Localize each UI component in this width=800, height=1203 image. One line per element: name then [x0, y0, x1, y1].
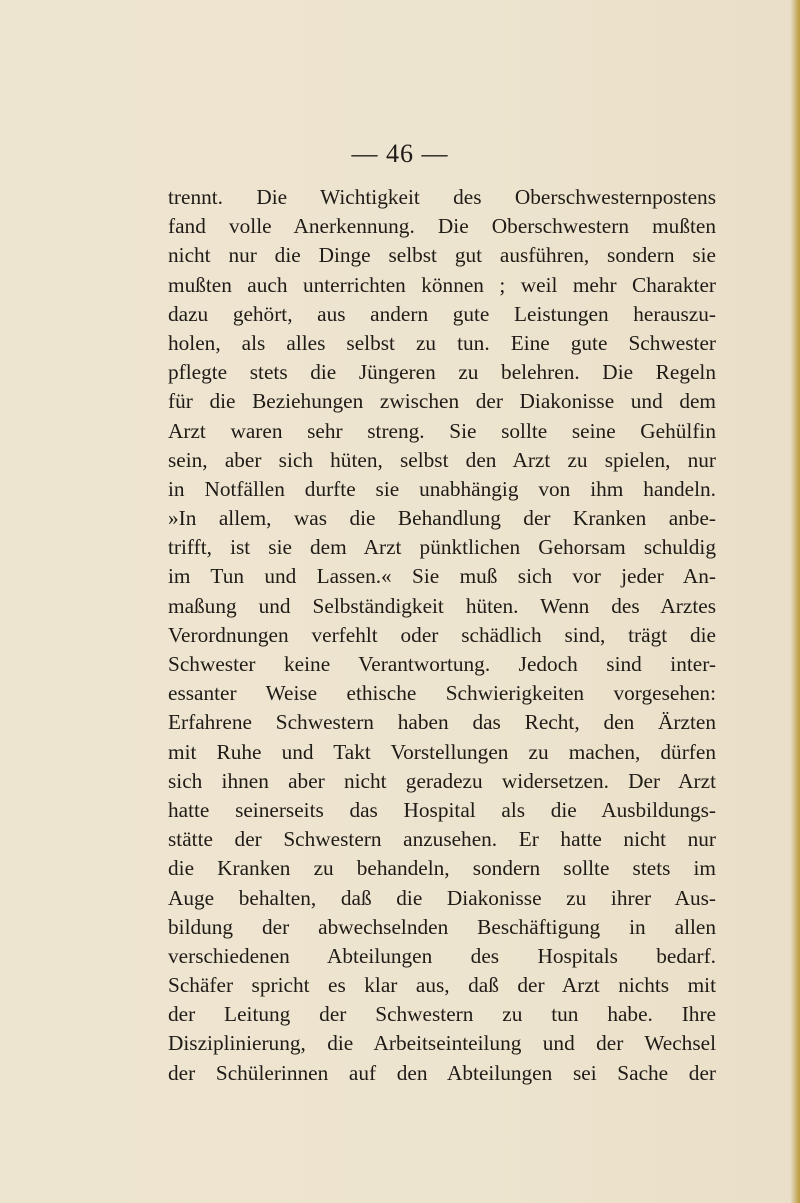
text-line: Arzt waren sehr streng. Sie sollte seine Gehülfin — [168, 418, 716, 443]
text-line: bildung der abwechselnden Beschäftigung in allen — [168, 914, 716, 939]
text-line: der Schülerinnen auf den Abteilungen sei Sache der — [168, 1060, 716, 1085]
page-number: — 46 — — [351, 139, 449, 168]
text-line: Schwester keine Verantwortung. Jedoch sind inter- — [168, 652, 716, 676]
text-line: pflegte stets die Jüngeren zu belehren. Die Regeln — [168, 360, 716, 385]
text-line: die Kranken zu behandeln, sondern sollte stets im — [168, 856, 716, 881]
text-line: »In allem, was die Behandlung der Kranken anbe- — [168, 506, 716, 531]
text-line: maßung und Selbständigkeit hüten. Wenn des Arztes — [168, 593, 716, 618]
text-line: trennt. Die Wichtigkeit des Oberschwesternpostens — [168, 185, 716, 209]
text-line: nicht nur die Dinge selbst gut ausführen, sondern sie — [168, 243, 716, 268]
text-line: im Tun und Lassen.« Sie muß sich vor jeder An- — [168, 564, 716, 589]
text-line: essanter Weise ethische Schwierigkeiten vorgesehen: — [168, 681, 716, 706]
text-line: sich ihnen aber nicht geradezu widersetzen. Der Arzt — [168, 768, 716, 793]
body-text — [168, 183, 716, 1088]
text-line: stätte der Schwestern anzusehen. Er hatte nicht nur — [168, 827, 716, 852]
text-line: mußten auch unterrichten können ; weil mehr Charakter — [168, 272, 716, 297]
text-line: der Leitung der Schwestern zu tun habe. Ihre — [168, 1002, 716, 1027]
text-line: Auge behalten, daß die Diakonisse zu ihrer Aus- — [168, 885, 716, 910]
text-line: trifft, ist sie dem Arzt pünktlichen Gehorsam schuldig — [168, 535, 716, 560]
page-edge — [790, 0, 800, 1203]
text-line: sein, aber sich hüten, selbst den Arzt zu spielen, nur — [168, 447, 716, 472]
text-line: Disziplinierung, die Arbeitseinteilung und der Wechsel — [168, 1031, 716, 1056]
text-line: mit Ruhe und Takt Vorstellungen zu machen, dürfen — [168, 739, 716, 764]
text-line: Erfahrene Schwestern haben das Recht, den Ärzten — [168, 710, 716, 735]
text-line: Schäfer spricht es klar aus, daß der Arzt nichts mit — [168, 973, 716, 998]
text-line: Verordnungen verfehlt oder schädlich sind, trägt die — [168, 622, 716, 647]
text-line: hatte seinerseits das Hospital als die Ausbildungs- — [168, 797, 716, 822]
text-line: dazu gehört, aus andern gute Leistungen herauszu- — [168, 301, 716, 326]
text-line: für die Beziehungen zwischen der Diakonisse und dem — [168, 389, 716, 414]
text-line: verschiedenen Abteilungen des Hospitals bedarf. — [168, 943, 716, 968]
text-line: holen, als alles selbst zu tun. Eine gute Schwester — [168, 330, 716, 355]
text-line: in Notfällen durfte sie unabhängig von ihm handeln. — [168, 476, 716, 501]
text-line: fand volle Anerkennung. Die Oberschwestern mußten — [168, 214, 716, 239]
